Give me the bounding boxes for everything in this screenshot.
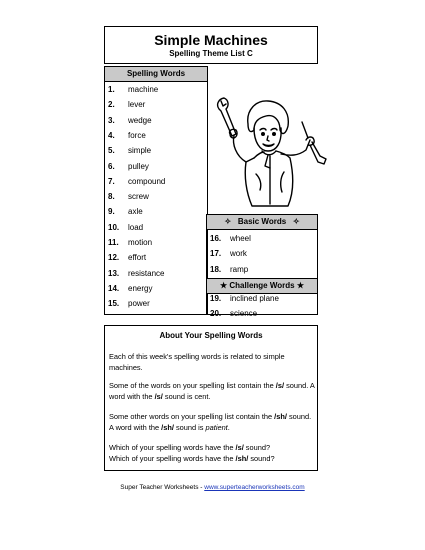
word-number: 6.	[108, 161, 115, 171]
word-number: 11.	[108, 238, 119, 247]
word-number: 17.	[210, 249, 222, 259]
word-number: 12.	[108, 253, 120, 263]
star-icon: ★	[296, 281, 304, 290]
word-row	[108, 222, 143, 234]
spelling-words-header: Spelling Words	[105, 67, 207, 82]
word-row	[108, 84, 158, 96]
word-row	[210, 293, 279, 305]
word-text: effort	[128, 253, 147, 263]
challenge-words-label: Challenge Words	[229, 281, 295, 290]
word-text: machine	[128, 85, 159, 94]
word-number: 8.	[108, 192, 115, 202]
word-text: work	[230, 249, 247, 259]
word-row	[108, 161, 149, 173]
word-text: resistance	[128, 268, 165, 278]
word-number: 10.	[108, 222, 120, 232]
word-row	[210, 248, 247, 260]
word-row	[108, 268, 164, 280]
word-row	[108, 283, 152, 295]
word-row	[210, 233, 251, 245]
word-number: 7.	[108, 176, 115, 186]
diamond-ornament-icon: ✧	[292, 217, 300, 226]
word-text: wedge	[128, 115, 152, 125]
star-icon: ★	[219, 281, 228, 290]
basic-words-header	[207, 215, 317, 230]
word-text: power	[128, 299, 150, 309]
about-paragraph-3: Some other words on your spelling list contain the /sh/ sound. A word with the /sh/ sound is patient.	[109, 412, 312, 432]
word-text: motion	[128, 238, 153, 247]
word-number: 1.	[108, 85, 115, 94]
word-number: 15.	[108, 299, 120, 309]
word-row	[108, 145, 151, 157]
word-row	[108, 298, 150, 310]
page-title: Simple Machines	[154, 32, 268, 48]
footer	[0, 484, 425, 491]
word-number: 14.	[108, 283, 120, 293]
word-number: 5.	[108, 146, 115, 156]
word-number: 16.	[210, 234, 222, 243]
word-row	[108, 206, 143, 218]
word-text: compound	[128, 176, 166, 186]
footer-text: Super Teacher Worksheets -	[120, 484, 205, 491]
word-text: energy	[128, 283, 153, 293]
word-number: 19.	[210, 294, 222, 303]
word-number: 13.	[108, 268, 120, 278]
word-text: screw	[128, 192, 149, 202]
word-row	[108, 191, 149, 203]
about-paragraph-1: Each of this week's spelling words is related to simple machines.	[109, 352, 285, 372]
word-number: 18.	[210, 264, 222, 274]
word-number: 3.	[108, 115, 115, 125]
word-number: 20.	[210, 309, 222, 319]
word-text: pulley	[128, 161, 149, 171]
mechanic-girl-illustration	[210, 96, 330, 210]
about-box	[104, 325, 318, 471]
word-row	[210, 264, 248, 276]
spelling-words-box	[104, 66, 208, 315]
word-text: inclined plane	[230, 294, 279, 303]
page-subtitle: Spelling Theme List C	[169, 49, 253, 58]
word-text: ramp	[230, 264, 249, 274]
basic-challenge-box	[206, 214, 318, 319]
word-text: force	[128, 130, 146, 140]
word-row	[108, 115, 152, 127]
word-row	[108, 237, 152, 249]
word-row	[108, 130, 146, 142]
about-question-2: Which of your spelling words have the /sh/ sound?	[109, 454, 275, 463]
title-box	[104, 26, 318, 64]
challenge-words-header	[207, 278, 317, 294]
footer-link[interactable]: www.superteacherworksheets.com	[204, 484, 305, 491]
word-text: lever	[128, 100, 146, 110]
word-row	[108, 99, 145, 111]
word-number: 9.	[108, 207, 115, 217]
word-text: axle	[128, 207, 143, 217]
word-text: science	[230, 309, 258, 319]
about-question-1: Which of your spelling words have the /s/ sound?	[109, 443, 271, 452]
basic-words-label: Basic Words	[237, 217, 287, 226]
word-text: load	[128, 222, 144, 232]
word-text: simple	[128, 146, 152, 156]
diamond-ornament-icon: ✧	[224, 217, 232, 226]
word-row	[210, 308, 257, 320]
word-row	[108, 252, 146, 264]
about-paragraph-2: Some of the words on your spelling list contain the /s/ sound. A word with the /s/ sound is cent.	[109, 381, 315, 401]
word-number: 2.	[108, 100, 115, 110]
word-text: wheel	[230, 234, 251, 243]
word-row	[108, 176, 165, 188]
about-title: About Your Spelling Words	[159, 331, 263, 340]
word-number: 4.	[108, 130, 115, 140]
